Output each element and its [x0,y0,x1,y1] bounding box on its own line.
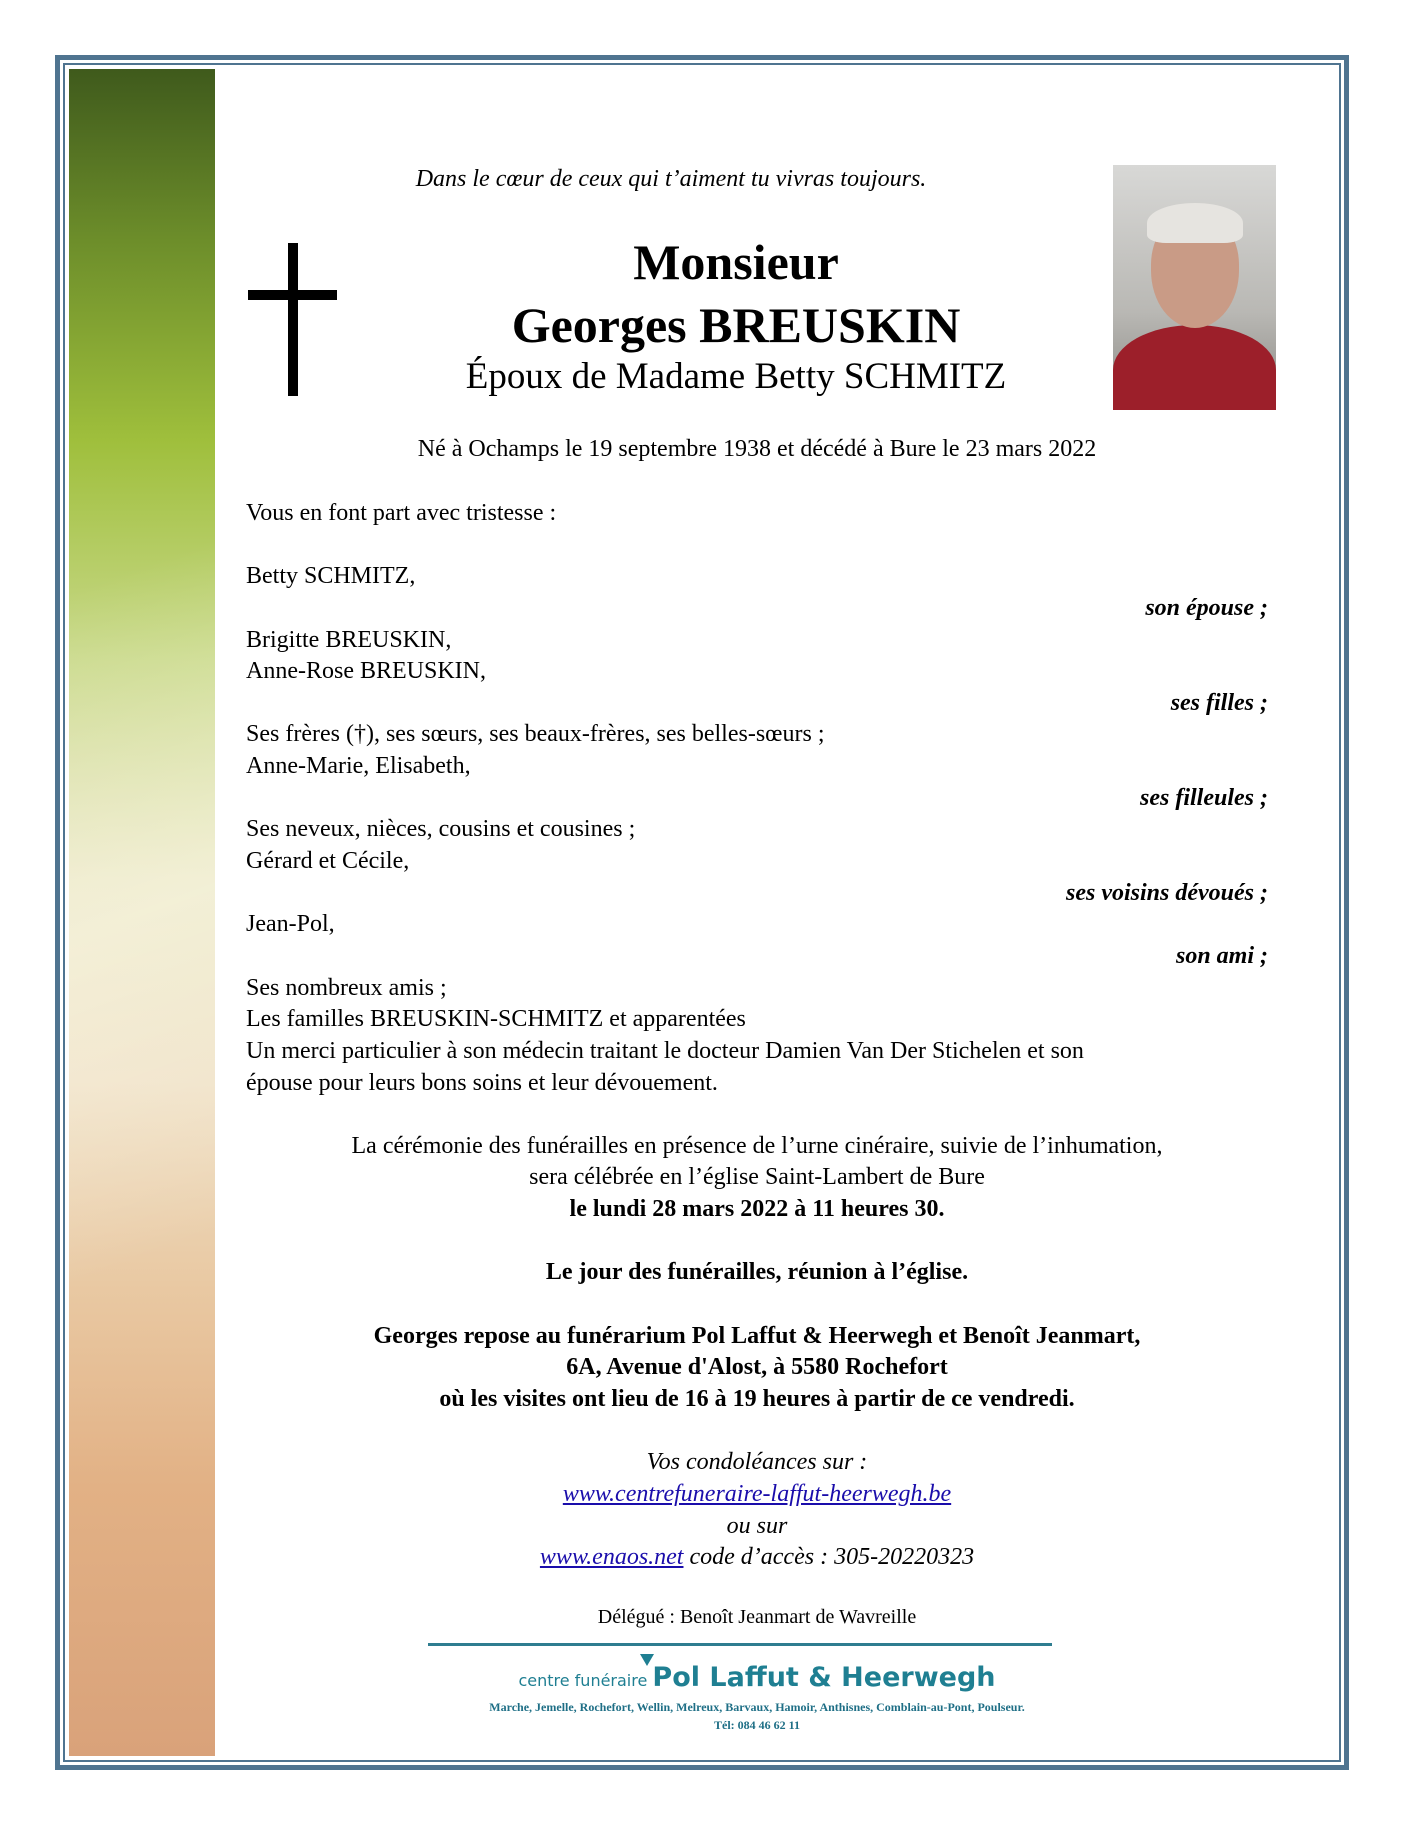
access-code: code d’accès : 305-20220323 [683,1544,975,1571]
repose-line: Georges repose au funérarium Pol Laffut & Heerwegh et Benoît Jeanmart, [373,1322,1141,1349]
logo-divider [428,1643,1052,1646]
family-role: son ami ; [1175,942,1268,969]
intro-line: Vous en font part avec tristesse : [246,500,557,526]
family-name: Brigitte BREUSKIN, [246,626,452,653]
announcement-body [246,498,1268,1574]
title-salutation: Monsieur [633,234,839,290]
family-name: Anne-Marie, Elisabeth, [246,753,471,780]
family-name: Ses neveux, nièces, cousins et cousines ; [246,816,636,843]
condolences-label: Vos condoléances sur : [646,1449,868,1476]
repose-line: où les visites ont lieu de 16 à 19 heures à partir de ce vendredi. [439,1385,1075,1412]
forest-path-image [69,69,215,1756]
closing-line: Les familles BREUSKIN-SCHMITZ et apparentées [246,1006,746,1033]
logo-phone: Tél: 084 46 62 11 [714,1718,800,1732]
family-name: Betty SCHMITZ, [246,563,416,590]
family-name: Anne-Rose BREUSKIN, [246,658,486,685]
meeting-line: Le jour des funérailles, réunion à l’église. [545,1259,969,1286]
ceremony-line: sera célébrée en l’église Saint-Lambert de Bure [529,1164,985,1191]
logo-towns: Marche, Jemelle, Rochefort, Wellin, Melreux, Barvaux, Hamoir, Anthisnes, Comblain-au-Pont, Poulseur. [489,1700,1025,1714]
family-role: ses voisins dévoués ; [1066,879,1268,906]
ceremony-line: La cérémonie des funérailles en présence de l’urne cinéraire, suivie de l’inhumation, [351,1132,1163,1159]
ceremony-date: le lundi 28 mars 2022 à 11 heures 30. [569,1196,945,1223]
family-role: son épouse ; [1145,594,1268,621]
birth-death-line: Né à Ochamps le 19 septembre 1938 et décédé à Bure le 23 mars 2022 [417,436,1097,462]
family-name: Jean-Pol, [246,911,335,938]
enaos-link[interactable]: www.enaos.net [539,1544,684,1571]
motto: Dans le cœur de ceux qui t’aiment tu vivras toujours. [415,166,927,192]
spouse-line: Époux de Madame Betty SCHMITZ [465,356,1007,397]
funeral-home-logo [246,1662,1268,1693]
family-role: ses filles ; [1170,689,1268,716]
repose-line: 6A, Avenue d'Alost, à 5580 Rochefort [566,1354,948,1381]
family-name: Ses frères (†), ses sœurs, ses beaux-frères, ses belles-sœurs ; [246,721,825,748]
family-name: Gérard et Cécile, [246,848,410,875]
deceased-name: Georges BREUSKIN [511,297,961,353]
logo-prefix: centre funéraire [518,1671,648,1690]
closing-line: épouse pour leurs bons soins et leur dévouement. [246,1069,718,1096]
or-line: ou sur [726,1512,788,1539]
logo-name: Pol Laffut & Heerwegh [652,1662,996,1693]
closing-line: Un merci particulier à son médecin traitant le docteur Damien Van Der Stichelen et son [246,1037,1084,1064]
delegate-line: Délégué : Benoît Jeanmart de Wavreille [597,1606,917,1628]
family-role: ses filleules ; [1140,784,1268,811]
closing-line: Ses nombreux amis ; [246,974,447,1001]
funeral-home-link[interactable]: www.centrefuneraire-laffut-heerwegh.be [562,1480,952,1507]
